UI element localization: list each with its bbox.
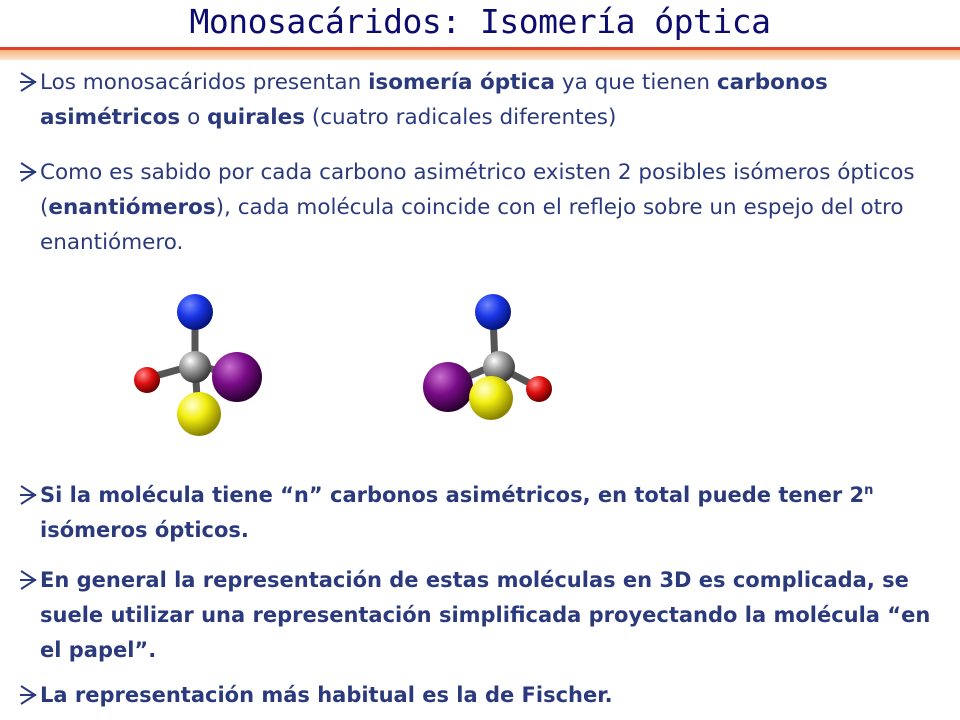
atom-red	[526, 376, 552, 402]
bullet-1-term-optical: isomería óptica	[368, 70, 556, 95]
arrow-bullet-icon	[19, 563, 41, 598]
atom-purple	[423, 362, 473, 412]
bullet-1-text: Los monosacáridos presentan	[40, 70, 369, 95]
bullet-1-text: ya que tienen	[555, 70, 717, 95]
bullet-1-term-chiral: quirales	[207, 105, 305, 130]
molecule-enantiomer-right	[415, 285, 575, 445]
molecule-enantiomer-left	[120, 285, 280, 445]
atom-blue	[475, 294, 511, 330]
bullet-3-exponent: n	[864, 483, 874, 498]
bullet-1	[40, 65, 952, 135]
atom-yellow	[469, 376, 513, 420]
bullet-1-text: o	[180, 105, 208, 130]
title-rule-shadow	[0, 50, 960, 60]
bullet-5-text: La representación más habitual es la de Fischer.	[40, 683, 613, 707]
bullet-2	[40, 155, 952, 260]
bullet-3	[40, 478, 952, 548]
atom-purple	[212, 352, 262, 402]
arrow-bullet-icon	[19, 678, 41, 713]
bullet-4	[40, 563, 952, 668]
atom-red	[134, 367, 160, 393]
bullet-3-text: Si la molécula tiene “n” carbonos asimétricos, en total puede tener 2	[40, 483, 865, 507]
bullet-2-term-enantiomers: enantiómeros	[48, 195, 216, 220]
arrow-bullet-icon	[19, 478, 41, 513]
arrow-bullet-icon	[19, 155, 41, 190]
bullet-3-tail: isómeros ópticos.	[40, 518, 249, 542]
bullet-1-text: (cuatro radicales diferentes)	[305, 105, 617, 130]
atom-blue	[177, 294, 213, 330]
bullet-2-text: ), cada molécula coincide con el reflejo sobre un espejo del otro enantiómero.	[40, 195, 904, 255]
page-title: Monosacáridos: Isomería óptica	[189, 2, 771, 41]
arrow-bullet-icon	[19, 65, 41, 100]
bullet-4-text: En general la representación de estas moléculas en 3D es complicada, se suele utilizar una representación simplificada proyectando la molécula “en el papel”.	[40, 568, 931, 662]
bullet-1-term-asymmetric: carbonos asimétricos	[40, 70, 828, 130]
atom-yellow	[177, 392, 221, 436]
bullet-5	[40, 678, 952, 713]
atom-carbon	[179, 351, 211, 383]
bullet-2-text: Como es sabido por cada carbono asimétrico existen 2 posibles isómeros ópticos (	[40, 160, 915, 220]
